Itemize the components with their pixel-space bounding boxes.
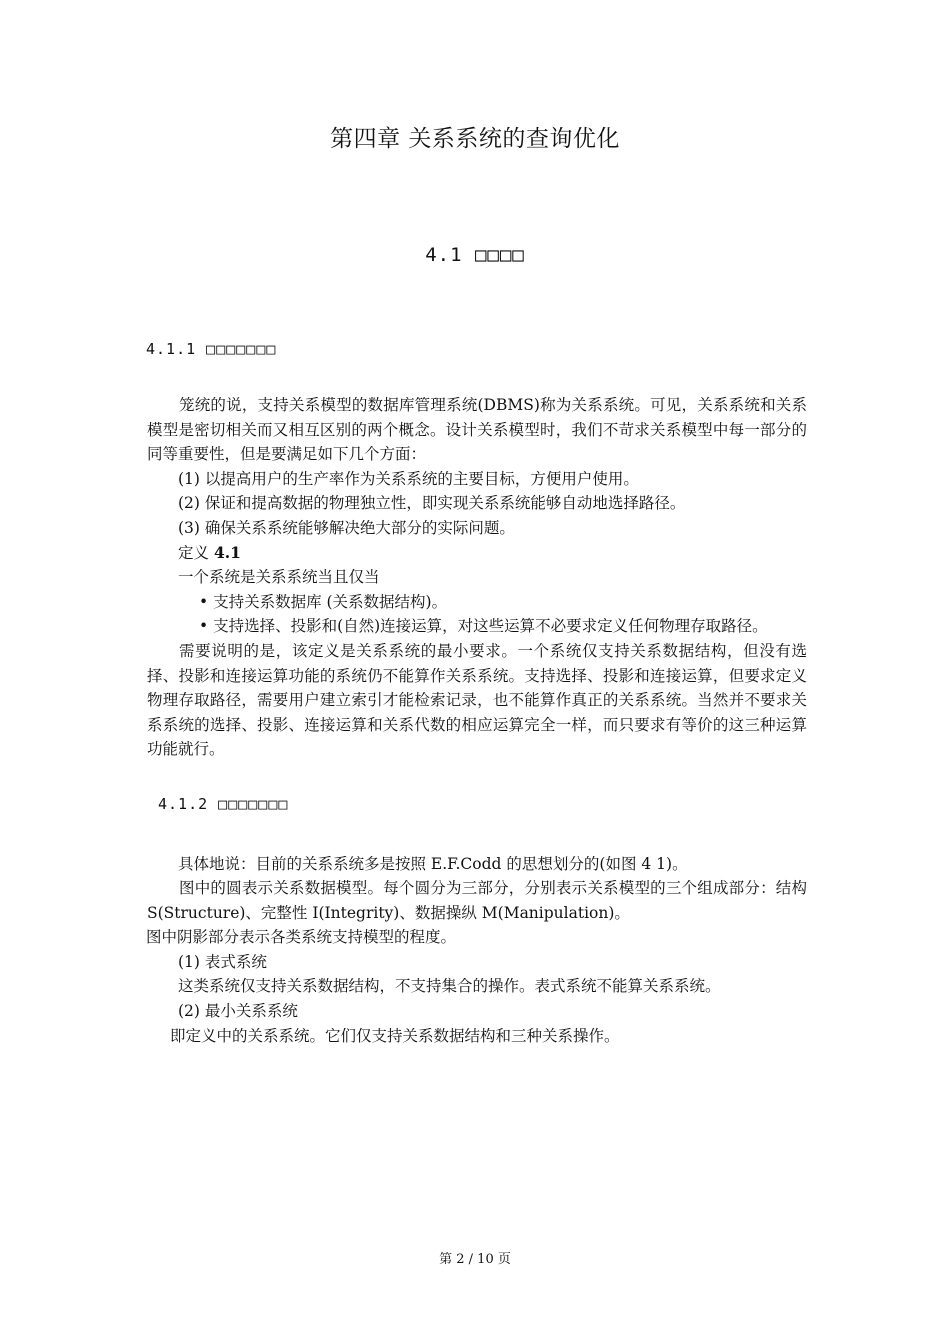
chapter-title: 第四章 关系系统的查询优化 xyxy=(330,126,620,152)
paragraph-1: 笼统的说，支持关系模型的数据库管理系统(DBMS)称为关系系统。可见，关系系统和关系模型是密切相关而又相互区别的两个概念。设计关系模型时，我们不苛求关系模型中每一部分的同等重要性，但是要满足如下几个方面： xyxy=(147,396,807,463)
list-item-3: (3) 确保关系系统能够解决绝大部分的实际问题。 xyxy=(178,519,515,537)
bullet-item-1: • 支持关系数据库 (关系数据结构)。 xyxy=(199,593,448,611)
page-footer: 第 2 / 10 页 xyxy=(439,1252,511,1267)
paragraph-4: 图中的圆表示关系数据模型。每个圆分为三部分，分别表示关系模型的三个组成部分：结构 S(Structure)、完整性 I(Integrity)、数据操纵 M(Manipulation)。 xyxy=(147,879,807,922)
item-2-text: 即定义中的关系系统。它们仅支持关系数据结构和三种关系操作。 xyxy=(170,1027,620,1045)
subsection-heading-1: 4.1.1 □□□□□□□ xyxy=(146,340,277,358)
paragraph-2: 需要说明的是，该定义是关系系统的最小要求。一个系统仅支持关系数据结构，但没有选择、投影和连接运算功能的系统仍不能算作关系系统。支持选择、投影和连接运算，但要求定义物理存取路径，需要用户建立索引才能检索记录，也不能算作真正的关系系统。当然并不要求关系系统的选择、投影、连接运算和关系代数的相应运算完全一样，而只要求有等价的这三种运算功能就行。 xyxy=(147,642,807,758)
list-item-1: (1) 以提高用户的生产率作为关系系统的主要目标，方便用户使用。 xyxy=(178,470,639,488)
item-1-text: 这类系统仅支持关系数据结构，不支持集合的操作。表式系统不能算关系系统。 xyxy=(178,977,721,995)
paragraph-5: 图中阴影部分表示各类系统支持模型的程度。 xyxy=(146,928,457,946)
section-title: 4.1 □□□□ xyxy=(425,244,525,266)
definition-heading xyxy=(178,541,241,566)
definition-intro: 一个系统是关系系统当且仅当 xyxy=(178,568,380,586)
paragraph-3: 具体地说：目前的关系系统多是按照 E.F.Codd 的思想划分的(如图 4 1)。 xyxy=(178,855,688,873)
item-1-title: (1) 表式系统 xyxy=(178,953,267,971)
item-2-title: (2) 最小关系系统 xyxy=(178,1002,298,1020)
bullet-item-2: • 支持选择、投影和(自然)连接运算，对这些运算不必要求定义任何物理存取路径。 xyxy=(199,617,768,635)
subsection-heading-2: 4.1.2 □□□□□□□ xyxy=(158,795,289,813)
definition-number: 4.1 xyxy=(213,543,241,562)
definition-label: 定义 xyxy=(178,544,210,562)
list-item-2: (2) 保证和提高数据的物理独立性，即实现关系系统能够自动地选择路径。 xyxy=(178,494,686,512)
